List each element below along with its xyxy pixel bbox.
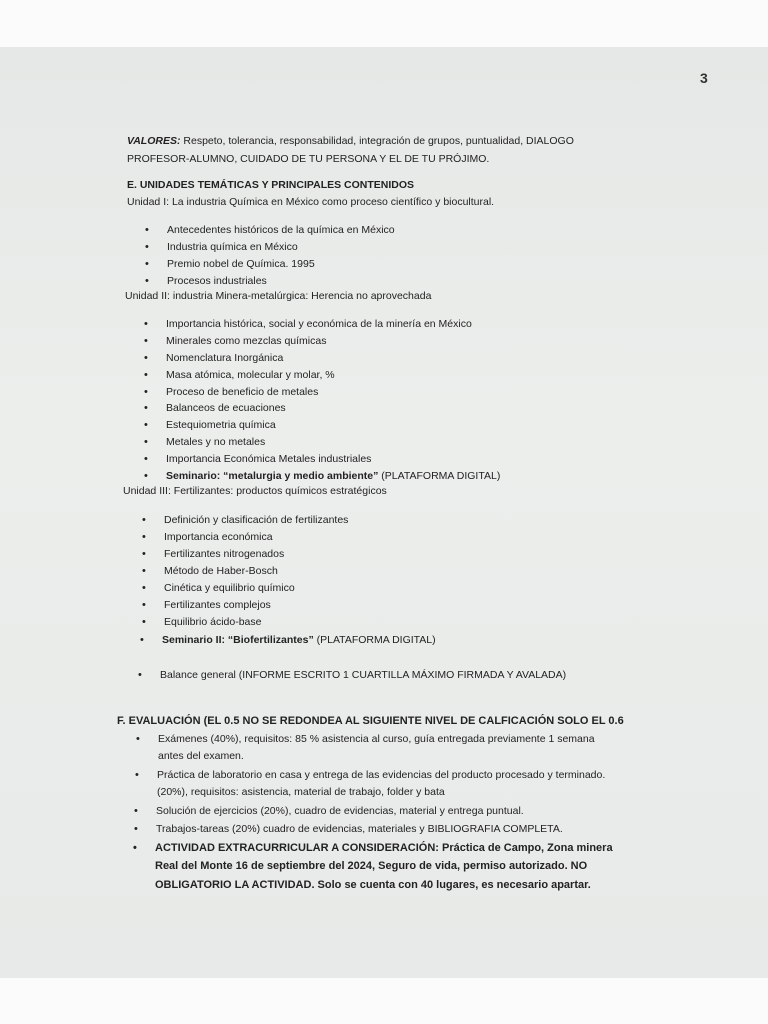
list-item: • Fertilizantes complejos xyxy=(164,596,271,614)
list-item: • Masa atómica, molecular y molar, % xyxy=(166,366,335,384)
list-item: • Equilibrio ácido-base xyxy=(164,613,261,631)
list-item: • Antecedentes históricos de la química en México xyxy=(167,221,395,239)
list-item-continuation: antes del examen. xyxy=(158,750,244,762)
list-item: • Procesos industriales xyxy=(167,272,267,290)
list-item: • Trabajos-tareas (20%) cuadro de evidencias, materiales y BIBLIOGRAFIA COMPLETA. xyxy=(156,820,563,838)
list-item: • Exámenes (40%), requisitos: 85 % asistencia al curso, guía entregada previamente 1 semana xyxy=(158,730,595,748)
seminar-2-platform: (PLATAFORMA DIGITAL) xyxy=(313,634,436,646)
unit-3-title: Unidad III: Fertilizantes: productos químicos estratégicos xyxy=(123,485,387,497)
seminar-2-item xyxy=(162,631,436,649)
list-item: • Estequiometria química xyxy=(166,416,276,434)
seminar-1-title: Seminario: “metalurgia y medio ambiente” xyxy=(166,470,379,482)
list-item: • Minerales como mezclas químicas xyxy=(166,332,326,350)
activity-line-2: Real del Monte 16 de septiembre del 2024, Seguro de vida, permiso autorizado. NO xyxy=(155,860,588,872)
valores-line-1 xyxy=(127,135,574,147)
list-item: • Solución de ejercicios (20%), cuadro de evidencias, material y entrega puntual. xyxy=(156,802,524,820)
valores-line-2: PROFESOR-ALUMNO, CUIDADO DE TU PERSONA Y EL DE TU PRÓJIMO. xyxy=(127,153,490,165)
list-item: • Metales y no metales xyxy=(166,433,265,451)
list-item: • Importancia histórica, social y económica de la minería en México xyxy=(166,315,472,333)
top-margin xyxy=(0,0,768,47)
list-item: • Importancia económica xyxy=(164,528,273,546)
list-item: • Premio nobel de Química. 1995 xyxy=(167,255,315,273)
list-item: • Fertilizantes nitrogenados xyxy=(164,545,284,563)
seminar-1-item xyxy=(166,467,500,485)
list-item: • Balanceos de ecuaciones xyxy=(166,399,286,417)
list-item: • Definición y clasificación de fertilizantes xyxy=(164,511,348,529)
list-item: • Práctica de laboratorio en casa y entrega de las evidencias del producto procesado y terminado. xyxy=(157,766,605,784)
section-e-heading: E. UNIDADES TEMÁTICAS Y PRINCIPALES CONTENIDOS xyxy=(127,179,415,191)
list-item: • Cinética y equilibrio químico xyxy=(164,579,295,597)
list-item: • Método de Haber-Bosch xyxy=(164,562,278,580)
section-f-heading: F. EVALUACIÓN (EL 0.5 NO SE REDONDEA AL SIGUIENTE NIVEL DE CALFICACIÓN SOLO EL 0.6 xyxy=(117,715,624,727)
list-item: • Proceso de beneficio de metales xyxy=(166,383,318,401)
balance-item: • Balance general (INFORME ESCRITO 1 CUARTILLA MÁXIMO FIRMADA Y AVALADA) xyxy=(160,666,566,684)
unit-1-title: Unidad I: La industria Química en México como proceso científico y biocultural. xyxy=(127,196,495,208)
seminar-1-platform: (PLATAFORMA DIGITAL) xyxy=(378,470,501,482)
seminar-2-title: Seminario II: “Biofertilizantes” xyxy=(162,634,314,646)
list-item: • Importancia Económica Metales industriales xyxy=(166,450,371,468)
bottom-margin xyxy=(0,978,768,1024)
page-number: 3 xyxy=(700,70,708,86)
document-page xyxy=(0,47,768,978)
activity-line-3: OBLIGATORIO LA ACTIVIDAD. Solo se cuenta con 40 lugares, es necesario apartar. xyxy=(155,879,591,891)
valores-text: Respeto, tolerancia, responsabilidad, integración de grupos, puntualidad, DIALOGO xyxy=(180,135,574,147)
unit-2-title: Unidad II: industria Minera-metalúrgica: Herencia no aprovechada xyxy=(125,290,432,302)
list-item-continuation: (20%), requisitos: asistencia, material de trabajo, folder y bata xyxy=(157,786,445,798)
list-item: • Industria química en México xyxy=(167,238,298,256)
valores-label: VALORES: xyxy=(127,135,181,147)
list-item: • Nomenclatura Inorgánica xyxy=(166,349,283,367)
activity-line-1: • ACTIVIDAD EXTRACURRICULAR A CONSIDERACIÓN: Práctica de Campo, Zona minera xyxy=(155,839,613,857)
